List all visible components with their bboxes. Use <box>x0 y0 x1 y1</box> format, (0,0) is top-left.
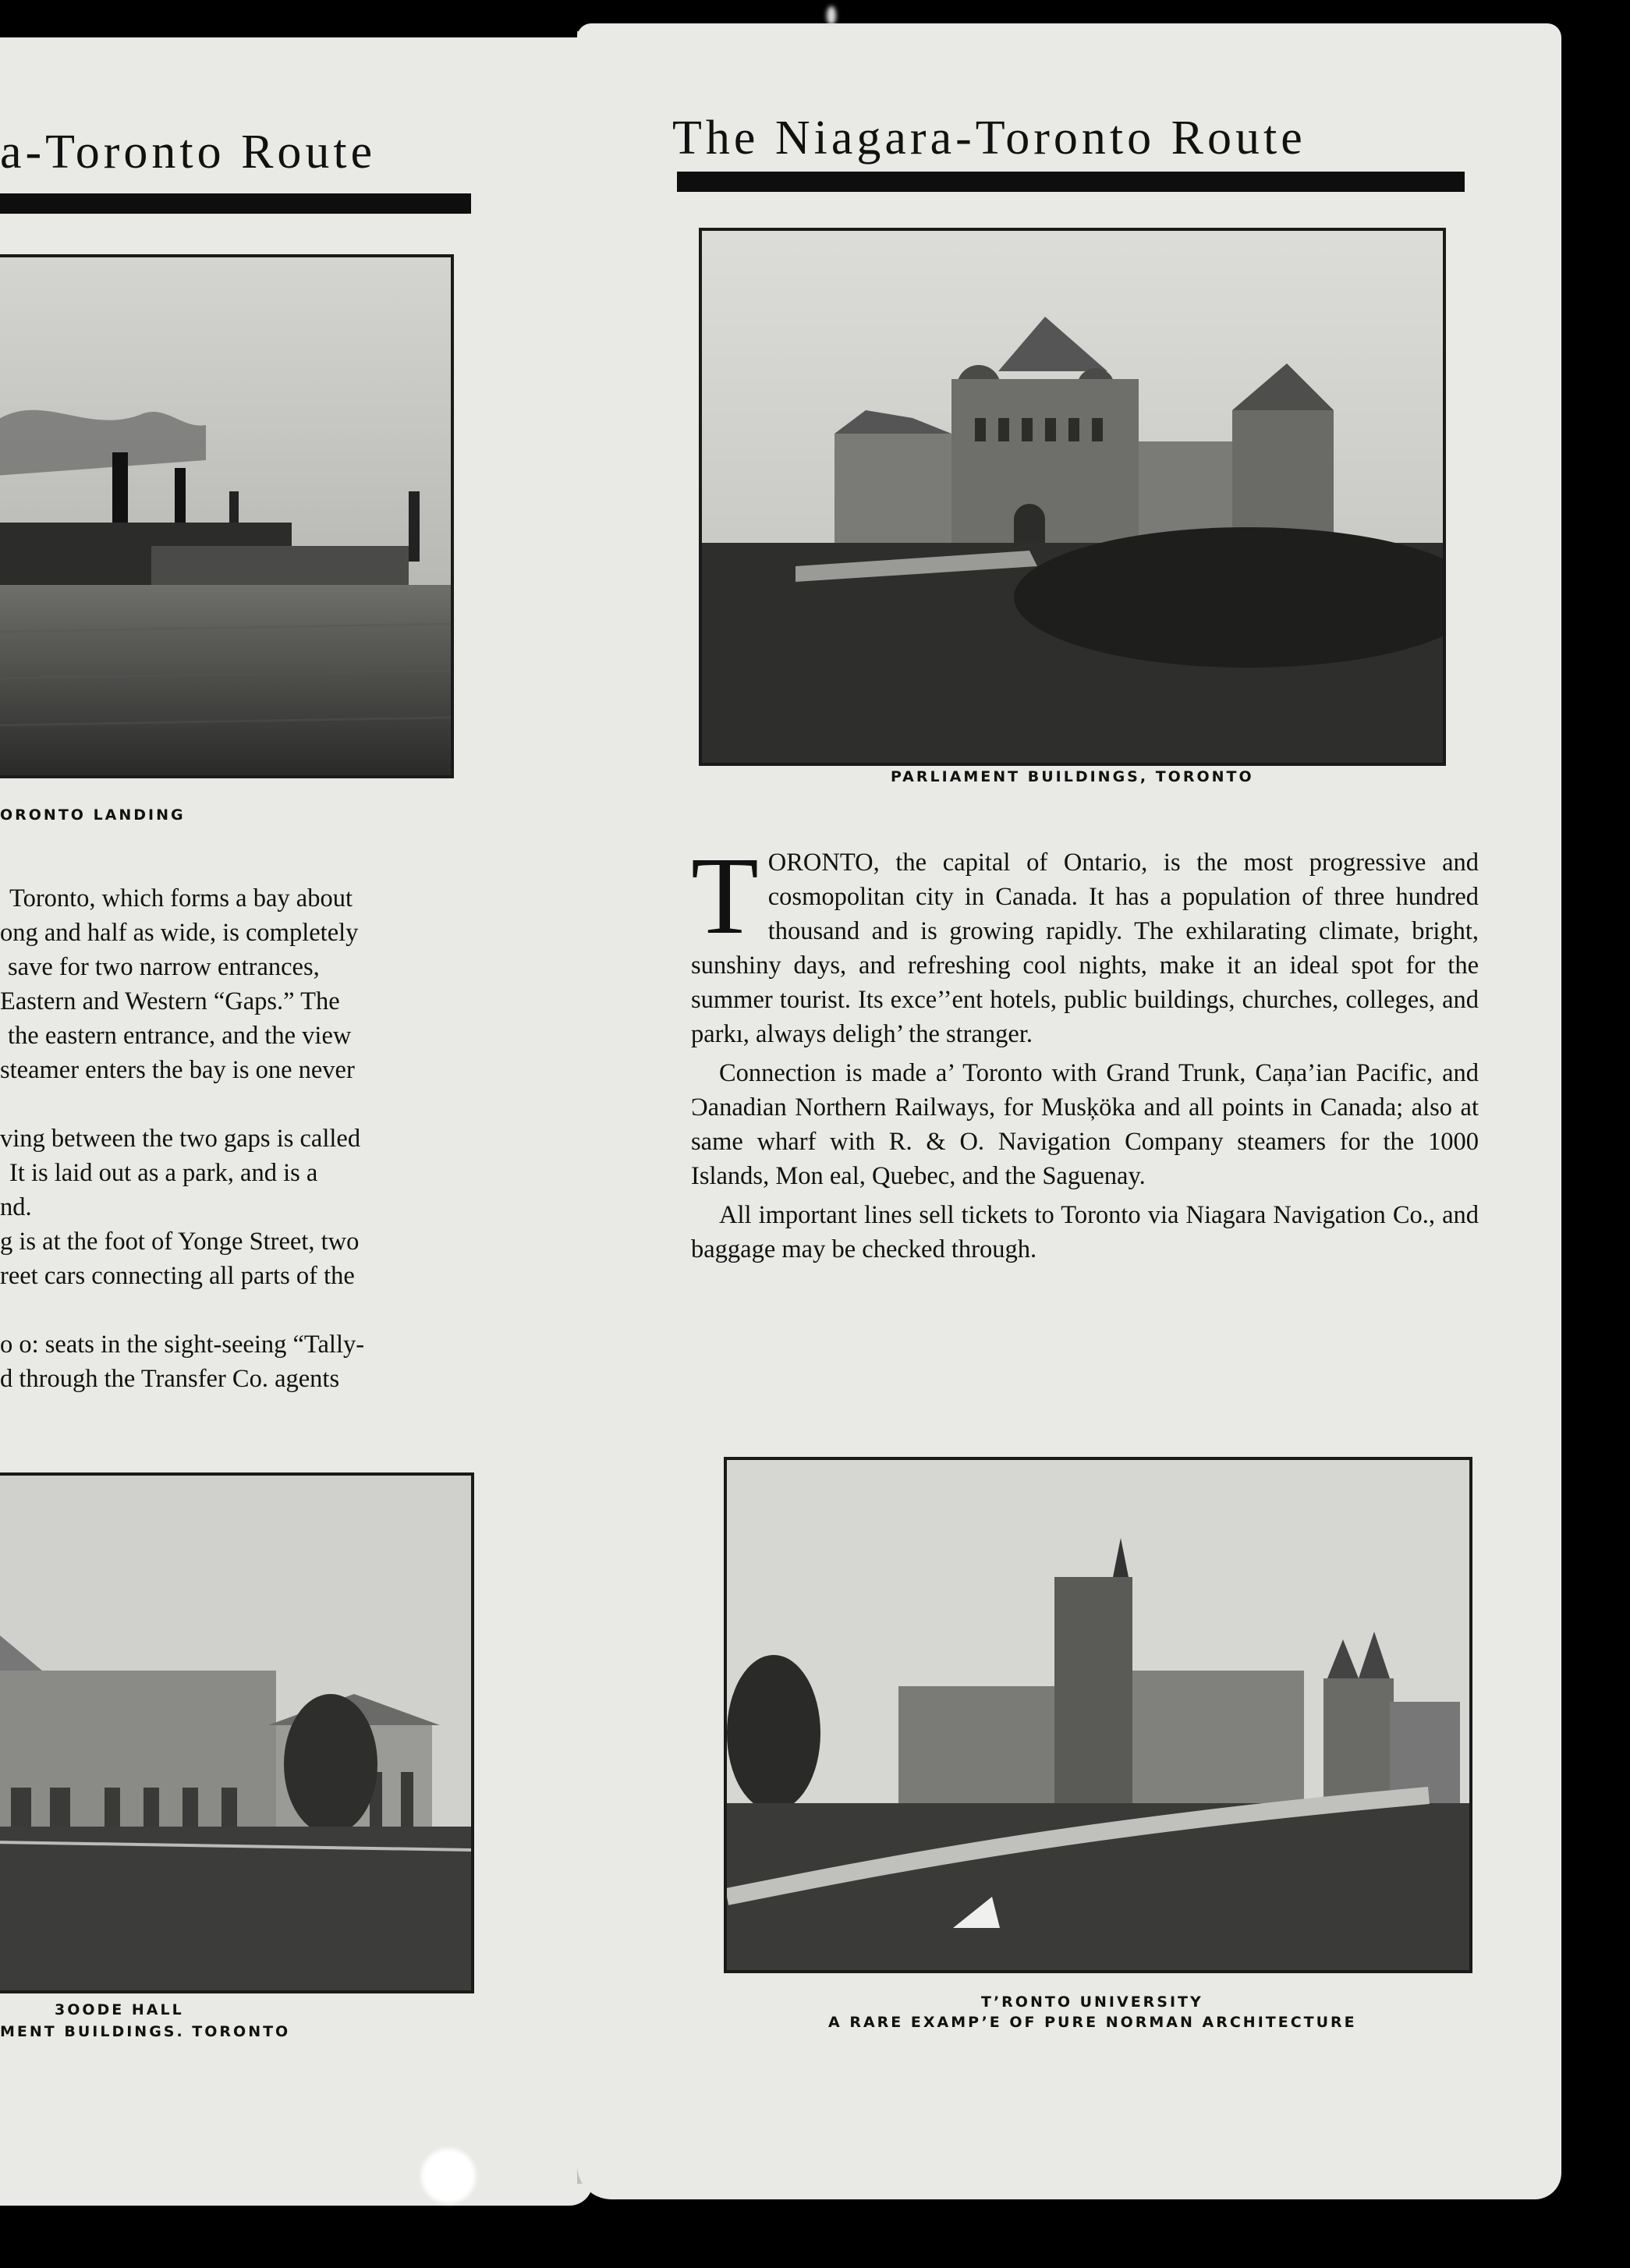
right-bottom-caption-1: T’RONTO UNIVERSITY <box>981 1993 1203 2011</box>
light-flare <box>421 2149 476 2203</box>
osgoode-hall-photo <box>0 1476 471 1990</box>
left-body-line: save for two narrow entrances, <box>8 953 320 981</box>
paragraph-1-text: ORONTO, the capital of Ontario, is the most progressive and cosmopolitan city in Canada. It has a population of three hundred thousand and is growing rapidly. The exhilarating climate, bright, sunshiny days, and refreshing cool nights, make it an ideal spot for the summer tourist. Its exce’’ent hotels, public buildings, churches, colleges, and parkı, always deligh’ the stranger. <box>691 849 1479 1048</box>
right-header-rule <box>677 172 1465 192</box>
left-body-line: ving between the two gaps is called <box>0 1125 361 1153</box>
left-page <box>0 37 593 2206</box>
toronto-landing-photo <box>0 257 451 775</box>
paragraph-3: All important lines sell tickets to Toronto via Niagara Navigation Co., and baggage may be checked through. <box>691 1201 1479 1263</box>
right-body-text <box>691 834 1479 1271</box>
left-body-text <box>0 881 487 1396</box>
left-bottom-photo <box>0 1472 474 1993</box>
paragraph-2: Connection is made a’ Toronto with Grand Trunk, Caņa’ian Pacific, and Ɔanadian Northern Railways, for Musķöka and all points in Canada; also at same wharf with R. & O. Navigation Company steamers for the 1000 Islands, Mon eal, Quebec, and the Saguenay. <box>691 1059 1479 1190</box>
left-body-line: the eastern entrance, and the view <box>8 1022 352 1050</box>
right-top-photo <box>699 228 1446 766</box>
drop-cap: T <box>691 834 759 957</box>
left-header-rule <box>0 193 471 214</box>
left-body-line: It is laid out as a park, and is a <box>9 1159 318 1187</box>
right-bottom-photo <box>724 1457 1472 1973</box>
left-bottom-caption-2: MENT BUILDINGS. TORONTO <box>0 2023 291 2040</box>
left-bottom-caption-1: 3OODE HALL <box>55 2001 184 2018</box>
left-body-line: o o: seats in the sight-seeing “Tally- <box>0 1331 365 1359</box>
right-page-header: The Niagara-Toronto Route <box>672 112 1306 165</box>
left-body-line: Eastern and Western “Gaps.” The <box>0 987 340 1015</box>
right-page <box>577 23 1561 2199</box>
left-body-line: Toronto, which forms a bay about <box>9 884 353 913</box>
parliament-buildings-photo <box>702 231 1443 763</box>
left-body-line: nd. <box>0 1193 32 1221</box>
paragraph-1 <box>691 834 1479 1051</box>
toronto-university-photo <box>727 1460 1469 1970</box>
left-body-line <box>0 1293 487 1327</box>
film-scratch <box>827 6 836 25</box>
left-body-line: g is at the foot of Yonge Street, two <box>0 1228 360 1256</box>
left-body-line: d through the Transfer Co. agents <box>0 1365 340 1393</box>
left-top-photo <box>0 254 454 778</box>
right-bottom-caption-2: A RARE EXAMP’E OF PURE NORMAN ARCHITECTURE <box>828 2014 1357 2031</box>
left-page-header: a-Toronto Route <box>0 126 377 179</box>
left-body-line: steamer enters the bay is one never <box>0 1056 355 1084</box>
left-body-line: reet cars connecting all parts of the <box>0 1262 355 1290</box>
right-top-caption: PARLIAMENT BUILDINGS, TORONTO <box>891 768 1254 785</box>
left-body-line: ong and half as wide, is completely <box>0 919 359 947</box>
left-top-caption: ORONTO LANDING <box>0 806 186 824</box>
left-body-line <box>0 1087 487 1122</box>
